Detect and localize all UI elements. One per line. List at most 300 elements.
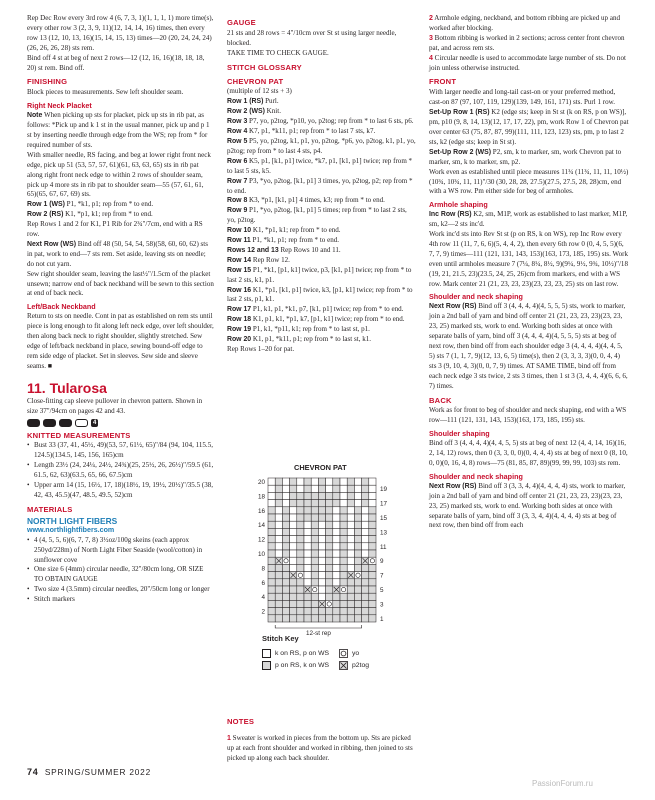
key-label: yo: [352, 649, 360, 657]
chevron-row: [227, 127, 417, 137]
chart-cell: [333, 528, 340, 535]
chart-cell: [290, 521, 297, 528]
chart-cell: [340, 579, 347, 586]
repeat-label: 12-st rep: [305, 630, 331, 637]
chart-cell: [275, 536, 282, 543]
chart-cell: [318, 521, 325, 528]
chart-cell: [297, 528, 304, 535]
chart-cell: [275, 514, 282, 521]
row-number-label: 2: [261, 608, 265, 616]
chart-cell: [297, 564, 304, 571]
chart-cell: [268, 500, 275, 507]
chevron-row-text: P3, *yo, p2tog, [k1, p1] 3 times, yo, p2tog, p2; rep from * to end.: [227, 176, 413, 195]
chevron-row-text: P1, *yo, p2tog, [k1, p1] 5 times; rep from * to last 2 sts, yo, p2tog.: [227, 206, 407, 225]
chart-title: CHEVRON PAT: [294, 463, 347, 472]
chart-cell: [282, 543, 289, 550]
chart-cell: [304, 593, 311, 600]
setup-row-2-label: Set-Up Row 2 (WS): [429, 148, 492, 156]
chevron-row: [227, 286, 417, 306]
chevron-row-label: Row 20: [227, 336, 252, 344]
chart-cell: [354, 557, 361, 564]
chart-cell: [333, 557, 340, 564]
chart-cell: [318, 615, 325, 622]
chart-cell: [354, 536, 361, 543]
chart-cell: [326, 521, 333, 528]
gauge-heading: GAUGE: [227, 18, 256, 27]
chart-cell: [275, 528, 282, 535]
chart-cell: [297, 600, 304, 607]
chart-cell: [275, 507, 282, 514]
skill-pill-icon: [27, 419, 40, 427]
chart-cell: [333, 536, 340, 543]
chart-cell: [369, 615, 376, 622]
chart-cell: [333, 492, 340, 499]
chart-cell: [362, 528, 369, 535]
next-row-label: Next Row (WS): [27, 240, 76, 248]
row1-text: P1, *k1, p1; rep from * to end.: [64, 200, 154, 209]
chart-cell: [268, 507, 275, 514]
chevron-row-label: Row 6: [227, 157, 248, 165]
chart-cell: [290, 579, 297, 586]
chart-cell: [297, 572, 304, 579]
chart-cell: [333, 608, 340, 615]
chart-cell: [268, 536, 275, 543]
chart-cell: [354, 593, 361, 600]
chart-cell: [354, 550, 361, 557]
chart-cell: [369, 543, 376, 550]
chart-cell: [326, 564, 333, 571]
chart-cell: [340, 485, 347, 492]
chart-cell: [282, 521, 289, 528]
chart-cell: [311, 528, 318, 535]
chart-cell: [326, 528, 333, 535]
chart-cell: [326, 543, 333, 550]
next-row-1: [429, 302, 629, 391]
chart-cell: [326, 500, 333, 507]
chevron-row: [227, 236, 417, 246]
chart-cell: [326, 608, 333, 615]
chart-cell: [362, 550, 369, 557]
row2-text: K1, *p1, k1; rep from * to end.: [63, 210, 153, 219]
setup-row-2: [429, 148, 629, 168]
chart-cell: [362, 536, 369, 543]
chart-cell: [318, 593, 325, 600]
chart-cell: [297, 485, 304, 492]
chart-cell: [369, 586, 376, 593]
chevron-rows: [227, 97, 417, 345]
row-number-label: 6: [261, 579, 265, 587]
chart-cell: [369, 572, 376, 579]
chart-cell: [268, 492, 275, 499]
chart-cell: [362, 593, 369, 600]
chart-cell: [304, 608, 311, 615]
chart-cell: [290, 485, 297, 492]
chart-cell: [362, 514, 369, 521]
row-number-label: 3: [380, 601, 384, 609]
chevron-row-text: K3, *p1, [k1, p1] 4 times, k3; rep from * to end.: [247, 196, 385, 205]
chart-cell: [304, 550, 311, 557]
chart-cell: [297, 500, 304, 507]
chart-cell: [369, 550, 376, 557]
chart-cell: [340, 557, 347, 564]
page-footer: [27, 767, 151, 777]
chart-cell: [304, 521, 311, 528]
smaller-needle-paragraph: With smaller needle, RS facing, and beg at lower right front neck edge, pick up 51 (53, 57, 57, 61)(61, 63, 63, 65) sts in rib pat along right front neck edge to within 2 rows of shoulder seam, pick up 4 more sts in rib pat to shoulder seam—55 (57, 61, 61, 65)(65, 67, 67, 69) sts.: [27, 150, 211, 199]
chart-cell: [275, 608, 282, 615]
row-number-label: 11: [380, 543, 387, 551]
chart-cell: [347, 485, 354, 492]
chart-cell: [347, 543, 354, 550]
chart-cell: [297, 521, 304, 528]
chart-cell: [290, 608, 297, 615]
chevron-row-label: Row 5: [227, 137, 248, 145]
setup-row-1-label: Set-Up Row 1 (RS): [429, 109, 490, 117]
chevron-row-label: Row 1 (RS): [227, 98, 264, 106]
chart-cell: [340, 572, 347, 579]
next-row-2-label: Next Row (RS): [429, 482, 477, 490]
chevron-row: [227, 196, 417, 206]
chart-cell: [275, 615, 282, 622]
chart-cell: [282, 500, 289, 507]
shoulder-neck-heading-2: Shoulder and neck shaping: [429, 471, 523, 481]
chart-cell: [326, 593, 333, 600]
chart-cell: [297, 514, 304, 521]
chart-cell: [369, 536, 376, 543]
chevron-row: [227, 226, 417, 236]
chevron-row-text: K1, p1, k1, *p1, k7, [p1, k1] twice; rep from * to end.: [251, 315, 405, 324]
chart-cell: [311, 615, 318, 622]
chevron-row-label: Row 16: [227, 286, 252, 294]
chart-cell: [340, 564, 347, 571]
chart-cell: [326, 550, 333, 557]
chart-cell: [354, 586, 361, 593]
row-number-label: 5: [380, 587, 384, 594]
chevron-row: [227, 97, 417, 107]
chevron-row: [227, 335, 417, 345]
chart-cell: [318, 478, 325, 485]
chevron-row-label: Row 2 (WS): [227, 108, 265, 116]
chart-cell: [326, 485, 333, 492]
stitch-glossary-heading: STITCH GLOSSARY: [227, 62, 302, 72]
chart-cell: [304, 514, 311, 521]
chevron-row-label: Row 17: [227, 306, 252, 314]
chart-cell: [369, 485, 376, 492]
chevron-row-text: K1, p1, *k11, p1; rep from * to last st, k1.: [251, 335, 372, 344]
note-3: [429, 34, 629, 54]
skill-pill-icon: [43, 419, 56, 427]
chart-cell: [297, 550, 304, 557]
chart-cell: [340, 528, 347, 535]
knitted-measurements-heading: KNITTED MEASUREMENTS: [27, 430, 131, 440]
chart-cell: [340, 500, 347, 507]
chart-cell: [362, 564, 369, 571]
repeat-bracket: [275, 625, 361, 628]
row-number-label: 8: [261, 565, 265, 573]
chevron-row: [227, 305, 417, 315]
key-item-yo: [339, 647, 369, 659]
chart-cell: [318, 608, 325, 615]
row-number-label: 10: [257, 551, 265, 558]
chevron-row-label: Row 11: [227, 237, 251, 245]
chart-cell: [347, 564, 354, 571]
chart-cell: [290, 543, 297, 550]
chart-cell: [290, 492, 297, 499]
inc-row: [429, 210, 629, 230]
chart-cell: [318, 557, 325, 564]
chart-cell: [347, 586, 354, 593]
chart-cell: [282, 600, 289, 607]
chart-cell: [268, 564, 275, 571]
chart-cell: [369, 579, 376, 586]
brand-website-link[interactable]: www.northlightfibers.com: [27, 525, 115, 534]
chart-cell: [362, 507, 369, 514]
chart-cell: [362, 492, 369, 499]
chart-cell: [369, 564, 376, 571]
chart-cell: [362, 543, 369, 550]
chevron-row-label: Row 19: [227, 326, 252, 334]
finishing-heading: FINISHING: [27, 77, 68, 87]
chevron-row: [227, 246, 417, 256]
chart-cell: [282, 564, 289, 571]
chart-cell: [290, 514, 297, 521]
chart-cell: [347, 600, 354, 607]
skill-pill-icon: [59, 419, 72, 427]
multiple-paragraph: (multiple of 12 sts + 3): [227, 87, 292, 96]
row1-paragraph: [27, 200, 214, 210]
chart-cell: [362, 500, 369, 507]
chart-cell: [268, 572, 275, 579]
chevron-row: [227, 256, 417, 266]
chart-cell: [369, 478, 376, 485]
chart-cell: [362, 579, 369, 586]
chart-cell: [318, 507, 325, 514]
chart-cell: [268, 543, 275, 550]
chart-cell: [369, 608, 376, 615]
chart-cell: [340, 536, 347, 543]
chevron-row-text: Purl.: [263, 97, 279, 106]
chart-cell: [282, 572, 289, 579]
chart-cell: [340, 543, 347, 550]
chart-cell: [340, 608, 347, 615]
chart-cell: [318, 528, 325, 535]
row2-paragraph: [27, 210, 214, 220]
chevron-row-label: Row 10: [227, 227, 252, 235]
chart-cell: [369, 514, 376, 521]
chart-cell: [326, 579, 333, 586]
chart-cell: [326, 600, 333, 607]
chart-cell: [290, 593, 297, 600]
chart-cell: [318, 485, 325, 492]
p2tog-symbol-icon: [339, 661, 348, 670]
chart-cell: [369, 593, 376, 600]
knit-symbol-icon: [262, 649, 271, 658]
chart-cell: [311, 478, 318, 485]
chart-cell: [333, 521, 340, 528]
chart-cell: [369, 600, 376, 607]
row-number-label: 14: [257, 522, 265, 530]
chart-cell: [304, 536, 311, 543]
work-even-paragraph: Work even as established until piece measures 11¾ (11¾, 11, 11, 10½)(10¾, 10¾, 11, 11)"/30 (30, 28, 28, 27.5)(27.5, 27.5, 28, 28)cm, end with a WS row. Pm either side for beg of armholes.: [429, 167, 629, 196]
chart-cell: [354, 600, 361, 607]
note-number: 1: [227, 734, 231, 742]
chart-cell: [326, 507, 333, 514]
row-number-label: 4: [261, 594, 265, 602]
chart-cell: [311, 550, 318, 557]
chart-cell: [362, 600, 369, 607]
note-paragraph: [27, 111, 214, 151]
row-number-label: 9: [380, 558, 384, 566]
chart-cell: [311, 521, 318, 528]
row-number-label: 15: [380, 515, 388, 522]
chevron-row-text: P1, *k1, [p1, k1] twice, p3, [k1, p1] twice; rep from * to last 2 sts, k1, p1.: [227, 265, 412, 284]
shoulder-paragraph: Bind off 3 (4, 4, 4, 4)(4, 4, 5, 5) sts at beg of next 12 (4, 4, 14, 16)(16, 2, 14, 12) rows, then 0 (3, 3, 0, 0)(0, 4, 4, 4) sts at beg of next 0 (8, 10, 0, 0)(0, 16, 4, 8) rows—75 (81, 85, 87, 89)(99, 99, 99, 103) sts rem.: [429, 439, 628, 467]
chart-cell: [268, 579, 275, 586]
setup-row-1-text: K2 (edge sts; keep in St st (k on RS, p on WS)], pm, p10 (9, 8, 14, 13)(12, 17, 17, 22), pm, work Row 1 of Chevron pat over center 63 (75, 87, 87, 99)(111, 111, 123, 123) sts, pm, p to last 2 sts, k2 (edge sts; keep in St st).: [429, 108, 629, 146]
chevron-pat-heading: CHEVRON PAT: [227, 76, 284, 86]
right-placket-heading: Right Neck Placket: [27, 101, 92, 111]
row-number-label: 20: [257, 479, 265, 486]
chart-cell: [290, 536, 297, 543]
chart-cell: [362, 521, 369, 528]
chart-cell: [333, 543, 340, 550]
chart-cell: [275, 521, 282, 528]
note-number: 3: [429, 34, 433, 42]
chart-cell: [304, 572, 311, 579]
chart-cell: [318, 564, 325, 571]
note-label: Note: [27, 112, 43, 120]
chart-cell: [318, 536, 325, 543]
chart-cell: [297, 579, 304, 586]
chart-cell: [297, 608, 304, 615]
chart-cell: [326, 536, 333, 543]
chart-cell: [369, 500, 376, 507]
chart-cell: [362, 586, 369, 593]
chevron-row: [227, 206, 417, 226]
chart-cell: [311, 586, 318, 593]
chevron-row: [227, 315, 417, 325]
note-text: Bottom ribbing is worked in 2 sections; across center front chevron pat, and across rem sts.: [429, 33, 625, 52]
sew-paragraph: Sew right shoulder seam, leaving the last½"/1.5cm of the placket unsewn; narrow end of back neckband will be sewn to this section at end of back neck.: [27, 269, 214, 298]
chart-cell: [354, 485, 361, 492]
chart-cell: [304, 564, 311, 571]
inc-row-text: K2, sm, M1P, work as established to last marker, M1P, sm, k2—2 sts inc'd.: [429, 210, 628, 229]
armhole-heading: Armhole shaping: [429, 200, 488, 210]
note-1: [227, 734, 417, 764]
inc-row-label: Inc Row (RS): [429, 211, 472, 219]
materials-list: [27, 536, 214, 605]
chart-cell: [354, 572, 361, 579]
chevron-row-text: P7, yo, p2tog, *p10, yo, p2tog; rep from * to last 6 sts, p6.: [247, 117, 414, 126]
chart-cell: [369, 521, 376, 528]
chart-cell: [282, 586, 289, 593]
chart-cell: [347, 557, 354, 564]
decrease-paragraph: Rep Dec Row every 3rd row 4 (6, 7, 3, 1)(1, 1, 1, 1) more time(s), every other row 3 (2, 3, 9, 11)(12, 14, 14, 16) times, then every row 13 (12, 10, 13, 16)(15, 14, 15, 13) times—20 (20, 24, 24, 24)(26, 26, 26, 28) sts rem.: [27, 14, 214, 52]
watermark: PassionForum.ru: [532, 779, 593, 788]
chevron-row: [227, 325, 417, 335]
chart-cell: [362, 478, 369, 485]
chart-cell: [290, 600, 297, 607]
chart-cell: [290, 615, 297, 622]
chart-cell: [282, 528, 289, 535]
chart-cell: [275, 600, 282, 607]
chart-cell: [304, 507, 311, 514]
note-text: Sweater is worked in pieces from the bottom up. Sts are picked up at each front shoulder and worked in ribbing, then joined to sts picked up along each back shoulder.: [227, 733, 413, 762]
key-label: p on RS, k on WS: [275, 661, 330, 669]
chart-cell: [275, 543, 282, 550]
chart-cell: [318, 572, 325, 579]
chart-cell: [268, 557, 275, 564]
chart-cell: [333, 514, 340, 521]
chart-cell: [326, 572, 333, 579]
chart-cell: [340, 593, 347, 600]
list-item: • 4 (4, 5, 5, 6)(6, 7, 7, 8) 3½oz/100g skeins (each approx 250yd/228m) of North Light Fiber Seaside (wool/cotton) in sunflower cove: [27, 536, 214, 566]
return-paragraph: Return to sts on needle. Cont in pat as established on rem sts until piece is long enough to fit along left neck edge, over left shoulder, then along back neck to right shoulder, slightly stretched. Sew edge of left/back neckband in place, sewing bound-off edge to rem side edge of placket. Set in sleeves. Sew side and sleeve seams. ■: [27, 312, 214, 370]
chart-cell: [268, 514, 275, 521]
chart-cell: [311, 608, 318, 615]
chart-cell: [297, 507, 304, 514]
key-item-knit: [262, 647, 329, 659]
chart-cell: [304, 500, 311, 507]
chart-cell: [304, 557, 311, 564]
chart-cell: [340, 586, 347, 593]
row-number-label: 13: [380, 529, 388, 537]
note-4: [429, 54, 629, 74]
issue-label: SPRING/SUMMER 2022: [44, 767, 151, 777]
chart-cell: [282, 615, 289, 622]
chart-cell: [282, 579, 289, 586]
chart-cell: [354, 492, 361, 499]
chart-cell: [362, 572, 369, 579]
chart-cell: [318, 550, 325, 557]
chart-cell: [275, 579, 282, 586]
chart-cell: [340, 507, 347, 514]
chart-cell: [275, 492, 282, 499]
chart-cell: [333, 550, 340, 557]
chart-cell: [282, 536, 289, 543]
chart-cell: [362, 615, 369, 622]
chart-cell: [347, 579, 354, 586]
chart-cell: [297, 586, 304, 593]
chevron-row: [227, 107, 417, 117]
chart-cell: [311, 514, 318, 521]
chart-cell: [333, 579, 340, 586]
next-row-text: Bind off 48 (50, 54, 54, 58)(58, 60, 60, 62) sts in pat, work to end—7 sts rem. Set aside, leaving sts on needle; do not cut yarn.: [27, 239, 208, 268]
chart-cell: [354, 615, 361, 622]
chart-cell: [340, 514, 347, 521]
row-number-label: 12: [257, 536, 265, 544]
chart-cell: [275, 564, 282, 571]
chevron-row-text: K1, *p1, k1; rep from * to end.: [251, 226, 341, 235]
chart-cell: [369, 492, 376, 499]
chart-cell: [354, 564, 361, 571]
chart-cell: [304, 615, 311, 622]
chart-cell: [354, 579, 361, 586]
chevron-row-text: P1, *k1, p1; rep from * to end.: [250, 236, 340, 245]
chart-cell: [340, 615, 347, 622]
skill-level-badge: 4: [93, 419, 97, 426]
chevron-row-text: P5, yo, p2tog, k1, p1, yo, p2tog, *p6, yo, p2tog, k1, p1, yo, p2tog; rep from * to last 4 sts, p4.: [227, 136, 416, 155]
chart-cell: [347, 478, 354, 485]
page-number: 74: [27, 767, 39, 777]
chart-cell: [290, 507, 297, 514]
gauge-paragraph: 21 sts and 28 rows = 4"/10cm over St st using larger needle, blocked.: [227, 28, 397, 47]
chart-cell: [311, 593, 318, 600]
rep-paragraph: Rep Rows 1 and 2 for K1, P1 Rib for 2¾"/7cm, end with a RS row.: [27, 220, 203, 239]
chevron-row-label: Row 18: [227, 316, 252, 324]
chart-cell: [268, 521, 275, 528]
chevron-row: [227, 266, 417, 286]
chart-cell: [333, 615, 340, 622]
